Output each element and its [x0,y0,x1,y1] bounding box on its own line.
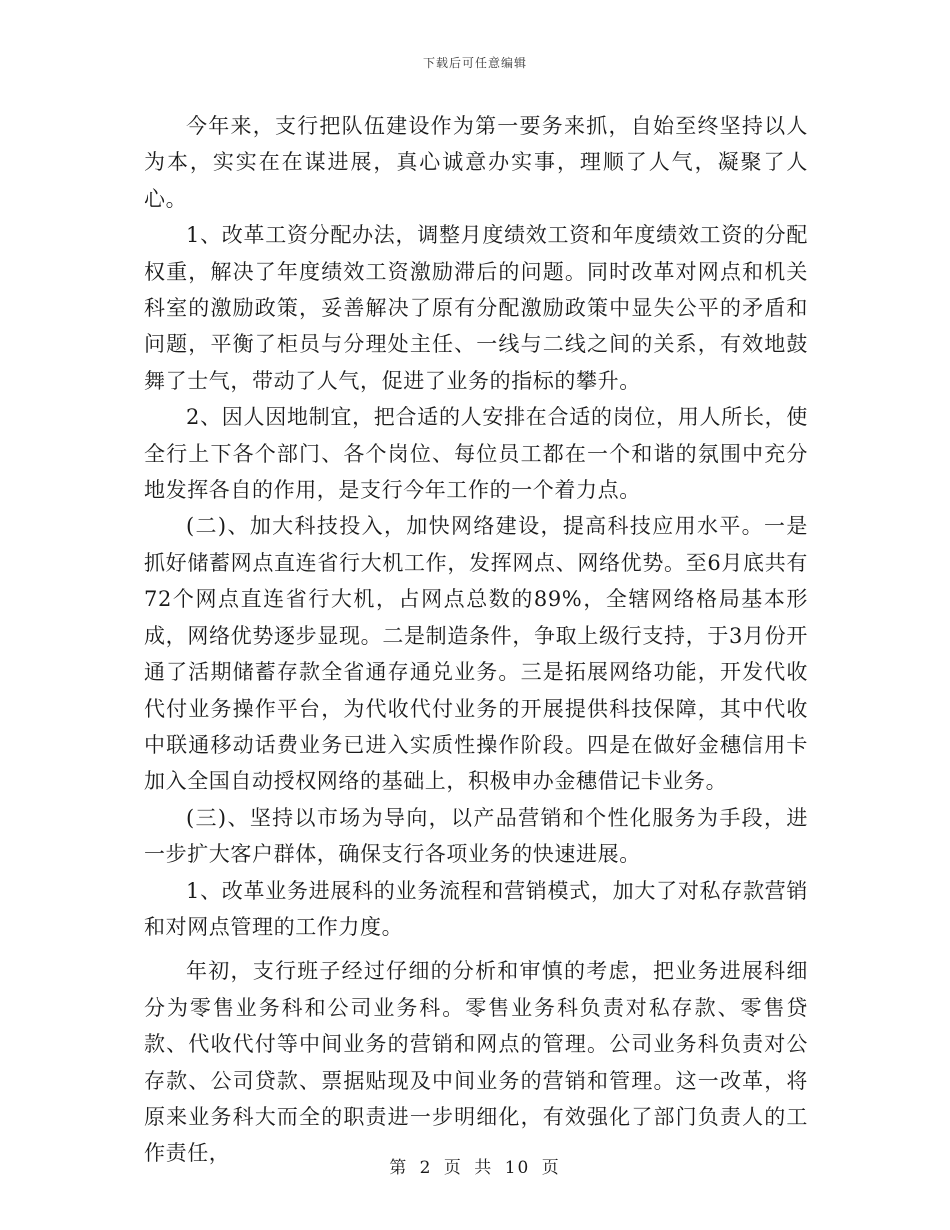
paragraph-7: 年初，支行班子经过仔细的分析和审慎的考虑，把业务进展科细分为零售业务科和公司业务科。零售业务科负责对私存款、零售贷款、代收代付等中间业务的营销和网点的管理。公司业务科负责对公存款、公司贷款、票据贴现及中间业务的营销和管理。这一改革，将原来业务科大而全的职责进一步明细化，有效强化了部门负责人的工作责任， [144,959,808,1166]
paragraph-4: (二)、加大科技投入，加快网络建设，提高科技应用水平。一是抓好储蓄网点直连省行大机工作，发挥网点、网络优势。至6月底共有72个网点直连省行大机，占网点总数的89%，全辖网络格局基本形成，网络优势逐步显现。二是制造条件，争取上级行支持，于3月份开通了活期储蓄存款全省通存通兑业务。三是拓展网络功能，开发代收代付业务操作平台，为代收代付业务的开展提供科技保障，其中代收中联通移动话费业务已进入实质性操作阶段。四是在做好金穗信用卡加入全国自动授权网络的基础上，积极申办金穗借记卡业务。 [144,514,808,794]
page-number-footer: 第 2 页 共 10 页 [389,1158,561,1178]
paragraph-6: 1、改革业务进展科的业务流程和营销模式，加大了对私存款营销和对网点管理的工作力度。 [144,878,808,939]
paragraph-1: 今年来，支行把队伍建设作为第一要务来抓，自始至终坚持以人为本，实实在在谋进展，真心诚意办实事，理顺了人气，凝聚了人心。 [144,114,808,211]
document-body [144,108,808,1172]
paragraph-5: (三)、坚持以市场为导向，以产品营销和个性化服务为手段，进一步扩大客户群体，确保支行各项业务的快速进展。 [144,805,808,867]
paragraph-2: 1、改革工资分配办法，调整月度绩效工资和年度绩效工资的分配权重，解决了年度绩效工资激励滞后的问题。同时改革对网点和机关科室的激励政策，妥善解决了原有分配激励政策中显失公平的矛盾和问题，平衡了柜员与分理处主任、一线与二线之间的关系，有效地鼓舞了士气，带动了人气，促进了业务的指标的攀升。 [144,223,808,393]
paragraph-3: 2、因人因地制宜，把合适的人安排在合适的岗位，用人所长，使全行上下各个部门、各个岗位、每位员工都在一个和谐的氛围中充分地发挥各自的作用，是支行今年工作的一个着力点。 [144,405,808,503]
page-header: 下载后可任意编辑 [422,56,527,70]
